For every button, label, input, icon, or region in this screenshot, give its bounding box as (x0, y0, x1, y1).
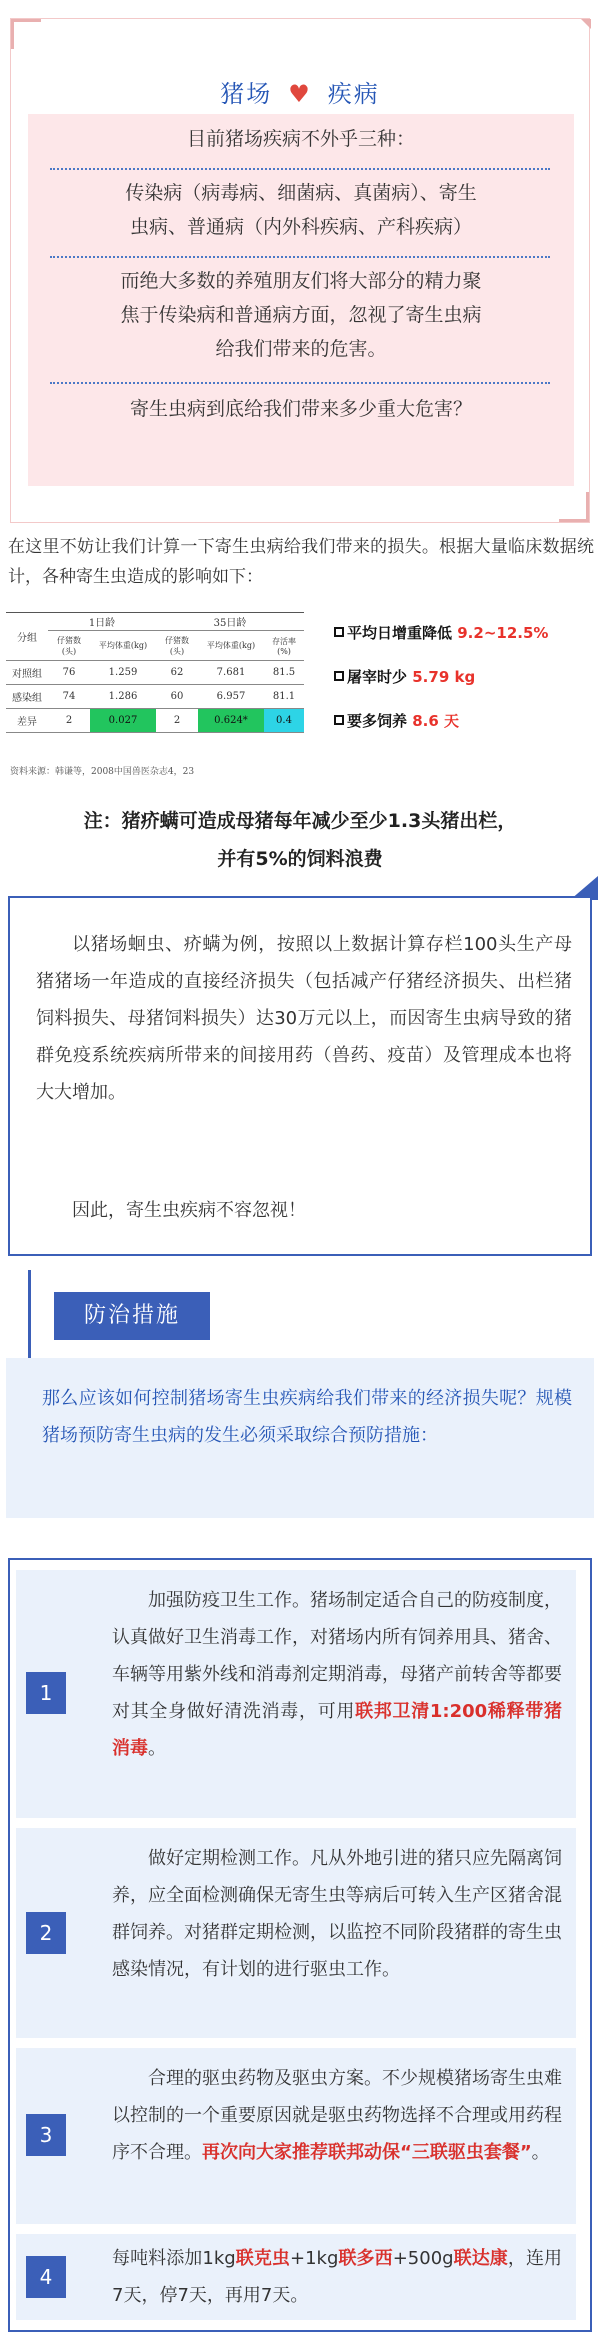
section-accent-bar (28, 1270, 31, 1372)
impact-value: 5.79 kg (412, 668, 476, 686)
table-cell: 6.957 (198, 685, 264, 709)
table-cell-highlight: 0.027 (90, 709, 156, 733)
step-tail: 。 (148, 1738, 166, 1759)
step-body: 加强防疫卫生工作。猪场制定适合自己的防疫制度，认真做好卫生消毒工作，对猪场内所有饲养用具、猪舍、车辆等用紫外线和消毒剂定期消毒，母猪产前转舍等都要对其全身做好清洗消毒，可用 (112, 1590, 562, 1722)
corner-decoration (559, 492, 589, 522)
measures-question-box (6, 1358, 594, 1518)
table-header: 1日龄 (48, 613, 156, 631)
step-body: ，连用7天，停7天，再用7天。 (112, 2248, 563, 2306)
intro-paragraph: 在这里不妨让我们计算一下寄生虫病给我们带来的损失。根据大量临床数据统计，各种寄生虫造成的影响如下： (8, 537, 594, 587)
step-body: +500g (392, 2248, 454, 2269)
corner-decoration (11, 19, 41, 49)
table-subheader: 仔猪数(头) (48, 631, 90, 661)
step-text (112, 2240, 562, 2314)
summary-line: 虫病、普通病（内外科疾病、产科疾病） (129, 216, 472, 238)
section-title: 防治措施 (54, 1292, 210, 1340)
table-cell-highlight: 0.4 (264, 709, 304, 733)
step-text (112, 1582, 562, 1767)
table-cell: 感染组 (6, 685, 48, 709)
table-subheader: 平均体重(kg) (198, 631, 264, 661)
table-cell: 2 (48, 709, 90, 733)
step-number: 1 (26, 1672, 66, 1714)
step-highlight: 再次向大家推荐联邦动保“三联驱虫套餐” (202, 2142, 532, 2163)
square-bullet-icon (334, 627, 344, 637)
table-cell: 差异 (6, 709, 48, 733)
table-cell: 对照组 (6, 661, 48, 685)
step-text: 做好定期检测工作。凡从外地引进的猪只应先隔离饲养，应全面检测确保无寄生虫等病后可转入生产区猪舍混群饲养。对猪群定期检测，以监控不同阶段猪群的寄生虫感染情况，有计划的进行驱虫工作。 (112, 1848, 562, 1980)
table-row (6, 685, 304, 709)
impact-label: 要多饲养 (347, 712, 408, 730)
impact-label: 屠宰时少 (347, 668, 408, 686)
calc-paragraph: 以猪场蛔虫、疥螨为例，按照以上数据计算存栏100头生产母猪猪场一年造成的直接经济损失（包括减产仔猪经济损失、出栏猪饲料损失、母猪饲料损失）达30万元以上，而因寄生虫病导致的猪群免疫系统疾病所带来的间接用药（兽药、疫苗）及管理成本也将大大增加。 (36, 934, 572, 1103)
step-text (112, 2060, 562, 2171)
measure-step (16, 2234, 576, 2320)
loss-calculation-box (8, 896, 592, 1256)
table-cell: 7.681 (198, 661, 264, 685)
step-tail: 。 (531, 2142, 550, 2163)
table-subheader: 存活率(%) (264, 631, 304, 661)
note-line: 并有5%的饲料浪费 (217, 848, 383, 870)
product-name: 联达康 (453, 2248, 508, 2269)
measure-step (16, 1570, 576, 1818)
step-number: 3 (26, 2114, 66, 2156)
table-cell: 81.1 (264, 685, 304, 709)
step-body: 每吨料添加1kg (112, 2248, 236, 2269)
measure-step (16, 2048, 576, 2224)
step-number: 4 (26, 2256, 66, 2298)
table-cell: 1.286 (90, 685, 156, 709)
parasite-impact-figure (6, 612, 592, 784)
table-cell: 2 (156, 709, 198, 733)
table-row (6, 709, 304, 733)
dotted-divider (50, 256, 550, 258)
table-header: 分组 (6, 613, 48, 661)
summary-line: 传染病（病毒病、细菌病、真菌病）、寄生 (125, 182, 477, 204)
impact-value: 8.6 天 (412, 712, 460, 730)
impact-item (334, 622, 548, 646)
impact-label: 平均日增重降低 (347, 624, 453, 642)
table-cell-highlight: 0.624* (198, 709, 264, 733)
summary-line: 焦于传染病和普通病方面，忽视了寄生虫病 (120, 304, 482, 326)
summary-line: 目前猪场疾病不外乎三种： (186, 128, 415, 150)
square-bullet-icon (334, 715, 344, 725)
dotted-divider (50, 382, 550, 384)
impact-item (334, 666, 475, 690)
table-cell: 62 (156, 661, 198, 685)
disease-summary-box (28, 114, 574, 486)
step-highlight: 联邦卫清1:200稀释带猪消毒 (112, 1701, 563, 1759)
summary-line: 而绝大多数的养殖朋友们将大部分的精力聚 (120, 270, 482, 292)
heart-icon: ♥ (288, 80, 312, 108)
table-cell: 76 (48, 661, 90, 685)
product-name: 联多西 (338, 2248, 393, 2269)
step-body: 合理的驱虫药物及驱虫方案。不少规模猪场寄生虫难以控制的一个重要原因就是驱虫药物选择不合理或用药程序不合理。 (112, 2068, 562, 2163)
impact-table (6, 612, 304, 733)
table-cell: 74 (48, 685, 90, 709)
dotted-divider (50, 168, 550, 170)
note-line: 注：猪疥螨可造成母猪每年减少至少1.3头猪出栏， (83, 810, 517, 832)
summary-line: 给我们带来的危害。 (215, 338, 387, 360)
measures-question: 那么应该如何控制猪场寄生虫疾病给我们带来的经济损失呢？规模猪场预防寄生虫病的发生必须采取综合预防措施： (42, 1388, 572, 1446)
table-cell: 1.259 (90, 661, 156, 685)
table-row (6, 661, 304, 685)
product-name: 联克虫 (235, 2248, 290, 2269)
summary-question: 寄生虫病到底给我们带来多少重大危害？ (129, 398, 472, 420)
impact-item (334, 710, 459, 734)
calc-conclusion: 因此，寄生虫疾病不容忽视！ (72, 1200, 306, 1221)
table-cell: 60 (156, 685, 198, 709)
scabies-note (6, 802, 594, 878)
topic-left: 猪场 (220, 80, 273, 108)
table-cell: 81.5 (264, 661, 304, 685)
impact-value: 9.2~12.5% (457, 624, 549, 642)
corner-triangle-icon (551, 19, 591, 45)
measure-step (16, 1828, 576, 2038)
square-bullet-icon (334, 671, 344, 681)
topic-title (150, 74, 450, 112)
table-header: 35日龄 (156, 613, 304, 631)
table-subheader: 平均体重(kg) (90, 631, 156, 661)
topic-right: 疾病 (327, 80, 380, 108)
step-number: 2 (26, 1912, 66, 1954)
table-source: 资料来源：韩谦等，2008中国兽医杂志4，23 (10, 767, 195, 777)
step-body: +1kg (290, 2248, 339, 2269)
table-subheader: 仔猪数(头) (156, 631, 198, 661)
measures-list (8, 1558, 592, 2332)
